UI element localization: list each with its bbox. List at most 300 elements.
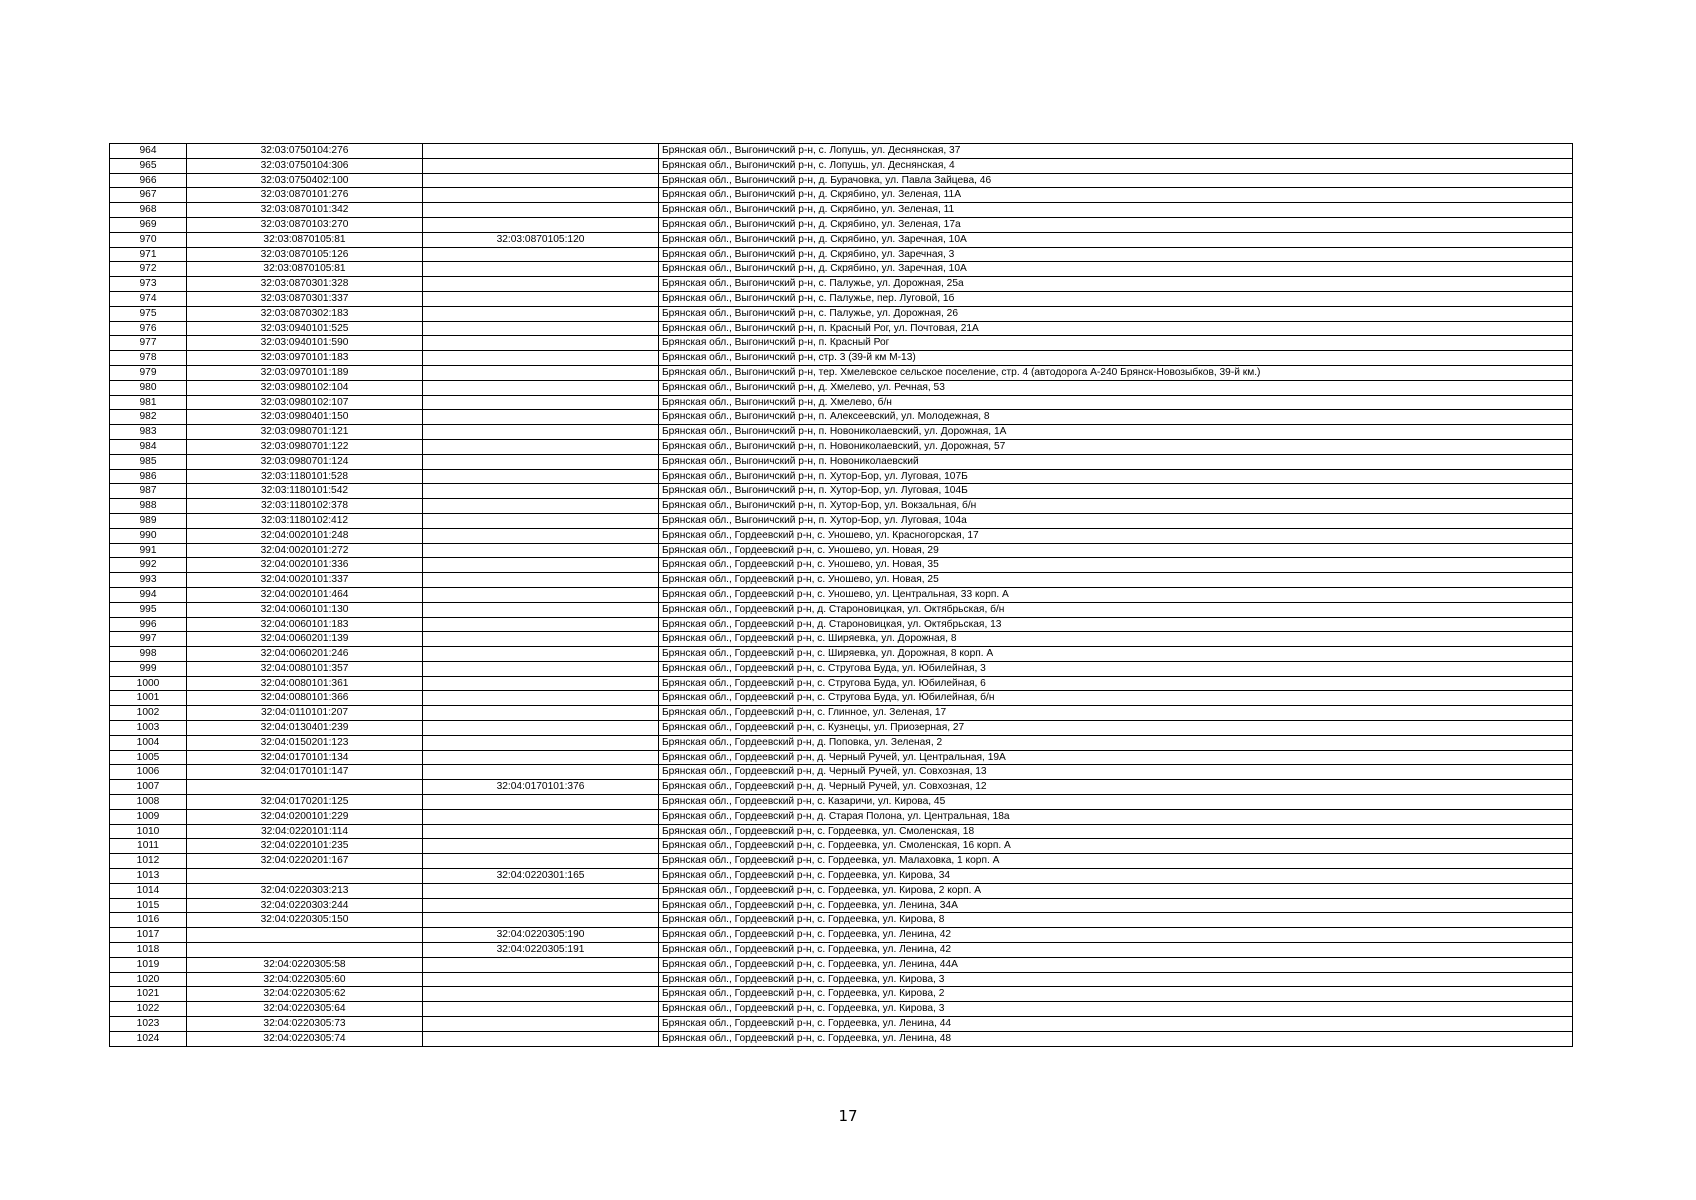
table-row xyxy=(110,217,1573,232)
cadastral-number-cell: 32:03:0870105:81 xyxy=(187,262,423,277)
cadastral-number-cell: 32:04:0220305:73 xyxy=(187,1017,423,1032)
table-row xyxy=(110,1002,1573,1017)
table-row xyxy=(110,780,1573,795)
address-cell: Брянская обл., Выгоничский р-н, п. Хутор-Бор, ул. Луговая, 104а xyxy=(659,513,1573,528)
table-row xyxy=(110,291,1573,306)
row-number-cell: 964 xyxy=(110,144,187,159)
table-row xyxy=(110,321,1573,336)
related-cadastral-number-cell xyxy=(423,144,659,159)
cadastral-number-cell: 32:04:0220303:244 xyxy=(187,898,423,913)
cadastral-number-cell: 32:04:0200101:229 xyxy=(187,809,423,824)
cadastral-number-cell: 32:04:0220101:114 xyxy=(187,824,423,839)
cadastral-number-cell: 32:04:0020101:272 xyxy=(187,543,423,558)
related-cadastral-number-cell xyxy=(423,380,659,395)
cadastral-number-cell: 32:03:0940101:525 xyxy=(187,321,423,336)
table-row xyxy=(110,351,1573,366)
table-row xyxy=(110,972,1573,987)
address-cell: Брянская обл., Гордеевский р-н, с. Стругова Буда, ул. Юбилейная, 6 xyxy=(659,676,1573,691)
cadastral-number-cell: 32:04:0220305:60 xyxy=(187,972,423,987)
related-cadastral-number-cell: 32:04:0220305:190 xyxy=(423,928,659,943)
cadastral-number-cell: 32:03:0870103:270 xyxy=(187,217,423,232)
address-cell: Брянская обл., Гордеевский р-н, д. Староновицкая, ул. Октябрьская, 13 xyxy=(659,617,1573,632)
related-cadastral-number-cell xyxy=(423,217,659,232)
row-number-cell: 988 xyxy=(110,499,187,514)
address-cell: Брянская обл., Гордеевский р-н, с. Гордеевка, ул. Ленина, 44 xyxy=(659,1017,1573,1032)
table-row xyxy=(110,528,1573,543)
cadastral-number-cell: 32:04:0060101:183 xyxy=(187,617,423,632)
cadastral-number-cell: 32:04:0220305:58 xyxy=(187,957,423,972)
address-cell: Брянская обл., Гордеевский р-н, д. Черный Ручей, ул. Совхозная, 12 xyxy=(659,780,1573,795)
cadastral-number-cell: 32:03:0870105:126 xyxy=(187,247,423,262)
row-number-cell: 997 xyxy=(110,632,187,647)
address-cell: Брянская обл., Выгоничский р-н, д. Хмелево, ул. Речная, 53 xyxy=(659,380,1573,395)
address-cell: Брянская обл., Выгоничский р-н, д. Хмелево, б/н xyxy=(659,395,1573,410)
table-row xyxy=(110,173,1573,188)
row-number-cell: 1024 xyxy=(110,1031,187,1046)
cadastral-number-cell: 32:03:0870101:342 xyxy=(187,203,423,218)
address-cell: Брянская обл., Гордеевский р-н, с. Гордеевка, ул. Ленина, 34А xyxy=(659,898,1573,913)
address-cell: Брянская обл., Гордеевский р-н, с. Гордеевка, ул. Кирова, 3 xyxy=(659,1002,1573,1017)
row-number-cell: 1009 xyxy=(110,809,187,824)
related-cadastral-number-cell xyxy=(423,425,659,440)
cadastral-number-cell: 32:03:0870302:183 xyxy=(187,306,423,321)
row-number-cell: 994 xyxy=(110,587,187,602)
cadastral-number-cell: 32:04:0080101:366 xyxy=(187,691,423,706)
table-row xyxy=(110,661,1573,676)
cadastral-number-cell: 32:03:1180101:542 xyxy=(187,484,423,499)
address-cell: Брянская обл., Выгоничский р-н, д. Скрябино, ул. Заречная, 10А xyxy=(659,232,1573,247)
related-cadastral-number-cell xyxy=(423,735,659,750)
row-number-cell: 1020 xyxy=(110,972,187,987)
row-number-cell: 1015 xyxy=(110,898,187,913)
related-cadastral-number-cell xyxy=(423,765,659,780)
row-number-cell: 1014 xyxy=(110,883,187,898)
address-cell: Брянская обл., Выгоничский р-н, п. Новониколаевский xyxy=(659,454,1573,469)
table-row xyxy=(110,647,1573,662)
related-cadastral-number-cell xyxy=(423,306,659,321)
cadastral-number-cell: 32:04:0080101:357 xyxy=(187,661,423,676)
related-cadastral-number-cell xyxy=(423,439,659,454)
table-row xyxy=(110,587,1573,602)
row-number-cell: 1002 xyxy=(110,706,187,721)
related-cadastral-number-cell xyxy=(423,839,659,854)
cadastral-number-cell: 32:04:0020101:337 xyxy=(187,573,423,588)
row-number-cell: 991 xyxy=(110,543,187,558)
address-cell: Брянская обл., Гордеевский р-н, с. Ширяевка, ул. Дорожная, 8 корп. А xyxy=(659,647,1573,662)
related-cadastral-number-cell xyxy=(423,617,659,632)
cadastral-number-cell: 32:04:0220305:64 xyxy=(187,1002,423,1017)
related-cadastral-number-cell xyxy=(423,721,659,736)
related-cadastral-number-cell xyxy=(423,351,659,366)
related-cadastral-number-cell: 32:03:0870105:120 xyxy=(423,232,659,247)
related-cadastral-number-cell xyxy=(423,987,659,1002)
address-cell: Брянская обл., Гордеевский р-н, с. Уношево, ул. Центральная, 33 корп. А xyxy=(659,587,1573,602)
related-cadastral-number-cell xyxy=(423,291,659,306)
row-number-cell: 996 xyxy=(110,617,187,632)
related-cadastral-number-cell xyxy=(423,188,659,203)
table-row xyxy=(110,380,1573,395)
row-number-cell: 1013 xyxy=(110,869,187,884)
cadastral-number-cell: 32:04:0110101:207 xyxy=(187,706,423,721)
address-cell: Брянская обл., Выгоничский р-н, с. Лопушь, ул. Деснянская, 37 xyxy=(659,144,1573,159)
cadastral-number-cell: 32:04:0020101:248 xyxy=(187,528,423,543)
table-row xyxy=(110,277,1573,292)
property-table xyxy=(109,143,1573,1047)
related-cadastral-number-cell xyxy=(423,647,659,662)
row-number-cell: 979 xyxy=(110,365,187,380)
row-number-cell: 975 xyxy=(110,306,187,321)
related-cadastral-number-cell xyxy=(423,262,659,277)
row-number-cell: 1011 xyxy=(110,839,187,854)
table-row xyxy=(110,854,1573,869)
address-cell: Брянская обл., Выгоничский р-н, д. Скрябино, ул. Зеленая, 11 xyxy=(659,203,1573,218)
table-row xyxy=(110,898,1573,913)
table-row xyxy=(110,395,1573,410)
table-row xyxy=(110,632,1573,647)
related-cadastral-number-cell xyxy=(423,528,659,543)
table-row xyxy=(110,883,1573,898)
related-cadastral-number-cell xyxy=(423,336,659,351)
address-cell: Брянская обл., Гордеевский р-н, с. Уношево, ул. Новая, 35 xyxy=(659,558,1573,573)
related-cadastral-number-cell xyxy=(423,277,659,292)
cadastral-number-cell: 32:03:0970101:183 xyxy=(187,351,423,366)
address-cell: Брянская обл., Гордеевский р-н, с. Гордеевка, ул. Кирова, 8 xyxy=(659,913,1573,928)
table-row xyxy=(110,513,1573,528)
row-number-cell: 976 xyxy=(110,321,187,336)
table-row xyxy=(110,691,1573,706)
table-row xyxy=(110,617,1573,632)
cadastral-number-cell: 32:03:0980102:107 xyxy=(187,395,423,410)
related-cadastral-number-cell xyxy=(423,913,659,928)
cadastral-number-cell: 32:04:0220305:74 xyxy=(187,1031,423,1046)
related-cadastral-number-cell xyxy=(423,469,659,484)
table-row xyxy=(110,824,1573,839)
row-number-cell: 1012 xyxy=(110,854,187,869)
table-row xyxy=(110,928,1573,943)
address-cell: Брянская обл., Выгоничский р-н, д. Скрябино, ул. Зеленая, 11А xyxy=(659,188,1573,203)
row-number-cell: 967 xyxy=(110,188,187,203)
row-number-cell: 985 xyxy=(110,454,187,469)
cadastral-number-cell: 32:03:1180102:412 xyxy=(187,513,423,528)
cadastral-number-cell: 32:04:0060201:246 xyxy=(187,647,423,662)
address-cell: Брянская обл., Гордеевский р-н, д. Поповка, ул. Зеленая, 2 xyxy=(659,735,1573,750)
table-row xyxy=(110,247,1573,262)
row-number-cell: 974 xyxy=(110,291,187,306)
row-number-cell: 972 xyxy=(110,262,187,277)
related-cadastral-number-cell xyxy=(423,410,659,425)
row-number-cell: 969 xyxy=(110,217,187,232)
cadastral-number-cell: 32:04:0170201:125 xyxy=(187,795,423,810)
address-cell: Брянская обл., Выгоничский р-н, п. Красный Рог xyxy=(659,336,1573,351)
related-cadastral-number-cell xyxy=(423,573,659,588)
related-cadastral-number-cell xyxy=(423,854,659,869)
address-cell: Брянская обл., Гордеевский р-н, с. Гордеевка, ул. Малаховка, 1 корп. А xyxy=(659,854,1573,869)
address-cell: Брянская обл., Выгоничский р-н, д. Бурачовка, ул. Павла Зайцева, 46 xyxy=(659,173,1573,188)
cadastral-number-cell: 32:03:0980701:121 xyxy=(187,425,423,440)
row-number-cell: 984 xyxy=(110,439,187,454)
address-cell: Брянская обл., Гордеевский р-н, с. Уношево, ул. Красногорская, 17 xyxy=(659,528,1573,543)
table-row xyxy=(110,839,1573,854)
row-number-cell: 1019 xyxy=(110,957,187,972)
row-number-cell: 1010 xyxy=(110,824,187,839)
table-row xyxy=(110,721,1573,736)
cadastral-number-cell: 32:03:0750104:276 xyxy=(187,144,423,159)
related-cadastral-number-cell xyxy=(423,484,659,499)
row-number-cell: 1018 xyxy=(110,943,187,958)
address-cell: Брянская обл., Гордеевский р-н, с. Гордеевка, ул. Кирова, 2 корп. А xyxy=(659,883,1573,898)
table-row xyxy=(110,987,1573,1002)
row-number-cell: 981 xyxy=(110,395,187,410)
table-row xyxy=(110,158,1573,173)
row-number-cell: 983 xyxy=(110,425,187,440)
table-row xyxy=(110,943,1573,958)
row-number-cell: 990 xyxy=(110,528,187,543)
table-row xyxy=(110,913,1573,928)
row-number-cell: 1021 xyxy=(110,987,187,1002)
cadastral-number-cell: 32:03:0940101:590 xyxy=(187,336,423,351)
related-cadastral-number-cell xyxy=(423,883,659,898)
cadastral-number-cell: 32:03:0750402:100 xyxy=(187,173,423,188)
address-cell: Брянская обл., Гордеевский р-н, с. Гордеевка, ул. Кирова, 34 xyxy=(659,869,1573,884)
related-cadastral-number-cell xyxy=(423,602,659,617)
related-cadastral-number-cell xyxy=(423,676,659,691)
table-row xyxy=(110,795,1573,810)
table-row xyxy=(110,602,1573,617)
table-row xyxy=(110,469,1573,484)
cadastral-number-cell: 32:03:1180102:378 xyxy=(187,499,423,514)
cadastral-number-cell: 32:03:0980701:124 xyxy=(187,454,423,469)
row-number-cell: 1007 xyxy=(110,780,187,795)
table-row xyxy=(110,735,1573,750)
row-number-cell: 966 xyxy=(110,173,187,188)
related-cadastral-number-cell xyxy=(423,972,659,987)
address-cell: Брянская обл., Выгоничский р-н, д. Скрябино, ул. Заречная, 3 xyxy=(659,247,1573,262)
row-number-cell: 989 xyxy=(110,513,187,528)
related-cadastral-number-cell: 32:04:0220305:191 xyxy=(423,943,659,958)
table-body xyxy=(110,144,1573,1047)
related-cadastral-number-cell xyxy=(423,587,659,602)
cadastral-number-cell: 32:04:0220305:62 xyxy=(187,987,423,1002)
cadastral-number-cell: 32:04:0060101:130 xyxy=(187,602,423,617)
cadastral-number-cell: 32:04:0150201:123 xyxy=(187,735,423,750)
table-row xyxy=(110,499,1573,514)
row-number-cell: 993 xyxy=(110,573,187,588)
address-cell: Брянская обл., Гордеевский р-н, с. Гордеевка, ул. Ленина, 42 xyxy=(659,943,1573,958)
address-cell: Брянская обл., Выгоничский р-н, п. Новониколаевский, ул. Дорожная, 57 xyxy=(659,439,1573,454)
address-cell: Брянская обл., Выгоничский р-н, п. Хутор-Бор, ул. Луговая, 107Б xyxy=(659,469,1573,484)
cadastral-number-cell xyxy=(187,928,423,943)
cadastral-number-cell xyxy=(187,869,423,884)
cadastral-number-cell: 32:03:0970101:189 xyxy=(187,365,423,380)
table-row xyxy=(110,957,1573,972)
cadastral-number-cell: 32:03:0870301:328 xyxy=(187,277,423,292)
table-row xyxy=(110,765,1573,780)
table-row xyxy=(110,573,1573,588)
row-number-cell: 1003 xyxy=(110,721,187,736)
related-cadastral-number-cell xyxy=(423,750,659,765)
table-row xyxy=(110,484,1573,499)
table-row xyxy=(110,425,1573,440)
cadastral-number-cell: 32:04:0220305:150 xyxy=(187,913,423,928)
address-cell: Брянская обл., Гордеевский р-н, с. Гордеевка, ул. Кирова, 2 xyxy=(659,987,1573,1002)
related-cadastral-number-cell xyxy=(423,499,659,514)
cadastral-number-cell: 32:04:0170101:147 xyxy=(187,765,423,780)
address-cell: Брянская обл., Выгоничский р-н, с. Лопушь, ул. Деснянская, 4 xyxy=(659,158,1573,173)
row-number-cell: 1022 xyxy=(110,1002,187,1017)
table-row xyxy=(110,232,1573,247)
row-number-cell: 1005 xyxy=(110,750,187,765)
row-number-cell: 1008 xyxy=(110,795,187,810)
address-cell: Брянская обл., Выгоничский р-н, тер. Хмелевское сельское поселение, стр. 4 (автодорога А-240 Брянск-Новозыбков, 39-й км.) xyxy=(659,365,1573,380)
row-number-cell: 1004 xyxy=(110,735,187,750)
row-number-cell: 973 xyxy=(110,277,187,292)
address-cell: Брянская обл., Гордеевский р-н, с. Казаричи, ул. Кирова, 45 xyxy=(659,795,1573,810)
table-row xyxy=(110,203,1573,218)
related-cadastral-number-cell xyxy=(423,513,659,528)
address-cell: Брянская обл., Гордеевский р-н, с. Ширяевка, ул. Дорожная, 8 xyxy=(659,632,1573,647)
related-cadastral-number-cell xyxy=(423,1031,659,1046)
table-row xyxy=(110,869,1573,884)
address-cell: Брянская обл., Гордеевский р-н, д. Черный Ручей, ул. Совхозная, 13 xyxy=(659,765,1573,780)
related-cadastral-number-cell xyxy=(423,543,659,558)
address-cell: Брянская обл., Гордеевский р-н, д. Староновицкая, ул. Октябрьская, б/н xyxy=(659,602,1573,617)
table-row xyxy=(110,454,1573,469)
related-cadastral-number-cell xyxy=(423,247,659,262)
address-cell: Брянская обл., Выгоничский р-н, д. Скрябино, ул. Заречная, 10А xyxy=(659,262,1573,277)
address-cell: Брянская обл., Выгоничский р-н, стр. 3 (39-й км М-13) xyxy=(659,351,1573,366)
related-cadastral-number-cell xyxy=(423,898,659,913)
row-number-cell: 1001 xyxy=(110,691,187,706)
table-row xyxy=(110,1017,1573,1032)
address-cell: Брянская обл., Выгоничский р-н, с. Палужье, ул. Дорожная, 26 xyxy=(659,306,1573,321)
row-number-cell: 980 xyxy=(110,380,187,395)
related-cadastral-number-cell xyxy=(423,632,659,647)
address-cell: Брянская обл., Гордеевский р-н, д. Старая Полона, ул. Центральная, 18а xyxy=(659,809,1573,824)
address-cell: Брянская обл., Гордеевский р-н, с. Уношево, ул. Новая, 25 xyxy=(659,573,1573,588)
table-row xyxy=(110,676,1573,691)
cadastral-number-cell: 32:03:0980401:150 xyxy=(187,410,423,425)
table-row xyxy=(110,809,1573,824)
address-cell: Брянская обл., Гордеевский р-н, с. Кузнецы, ул. Приозерная, 27 xyxy=(659,721,1573,736)
address-cell: Брянская обл., Выгоничский р-н, п. Хутор-Бор, ул. Луговая, 104Б xyxy=(659,484,1573,499)
cadastral-number-cell xyxy=(187,780,423,795)
cadastral-number-cell: 32:04:0020101:336 xyxy=(187,558,423,573)
cadastral-number-cell: 32:03:0750104:306 xyxy=(187,158,423,173)
related-cadastral-number-cell xyxy=(423,661,659,676)
row-number-cell: 965 xyxy=(110,158,187,173)
related-cadastral-number-cell xyxy=(423,809,659,824)
table-row xyxy=(110,439,1573,454)
related-cadastral-number-cell xyxy=(423,158,659,173)
address-cell: Брянская обл., Гордеевский р-н, с. Глинное, ул. Зеленая, 17 xyxy=(659,706,1573,721)
row-number-cell: 987 xyxy=(110,484,187,499)
row-number-cell: 968 xyxy=(110,203,187,218)
table-row xyxy=(110,706,1573,721)
related-cadastral-number-cell xyxy=(423,173,659,188)
row-number-cell: 977 xyxy=(110,336,187,351)
address-cell: Брянская обл., Выгоничский р-н, п. Алексеевский, ул. Молодежная, 8 xyxy=(659,410,1573,425)
cadastral-number-cell: 32:04:0020101:464 xyxy=(187,587,423,602)
table-row xyxy=(110,262,1573,277)
address-cell: Брянская обл., Гордеевский р-н, с. Стругова Буда, ул. Юбилейная, 3 xyxy=(659,661,1573,676)
related-cadastral-number-cell xyxy=(423,454,659,469)
address-cell: Брянская обл., Гордеевский р-н, с. Гордеевка, ул. Ленина, 42 xyxy=(659,928,1573,943)
related-cadastral-number-cell xyxy=(423,957,659,972)
table-row xyxy=(110,543,1573,558)
address-cell: Брянская обл., Выгоничский р-н, д. Скрябино, ул. Зеленая, 17а xyxy=(659,217,1573,232)
cadastral-number-cell: 32:03:1180101:528 xyxy=(187,469,423,484)
row-number-cell: 995 xyxy=(110,602,187,617)
row-number-cell: 992 xyxy=(110,558,187,573)
address-cell: Брянская обл., Гордеевский р-н, с. Стругова Буда, ул. Юбилейная, б/н xyxy=(659,691,1573,706)
related-cadastral-number-cell xyxy=(423,1002,659,1017)
row-number-cell: 971 xyxy=(110,247,187,262)
cadastral-number-cell: 32:03:0870301:337 xyxy=(187,291,423,306)
cadastral-number-cell: 32:04:0220303:213 xyxy=(187,883,423,898)
related-cadastral-number-cell: 32:04:0170101:376 xyxy=(423,780,659,795)
address-cell: Брянская обл., Гордеевский р-н, с. Гордеевка, ул. Ленина, 48 xyxy=(659,1031,1573,1046)
table-row xyxy=(110,410,1573,425)
table-row xyxy=(110,558,1573,573)
cadastral-number-cell: 32:03:0980701:122 xyxy=(187,439,423,454)
address-cell: Брянская обл., Выгоничский р-н, с. Палужье, ул. Дорожная, 25а xyxy=(659,277,1573,292)
address-cell: Брянская обл., Гордеевский р-н, с. Гордеевка, ул. Смоленская, 16 корп. А xyxy=(659,839,1573,854)
related-cadastral-number-cell xyxy=(423,1017,659,1032)
related-cadastral-number-cell xyxy=(423,706,659,721)
address-cell: Брянская обл., Гордеевский р-н, д. Черный Ручей, ул. Центральная, 19А xyxy=(659,750,1573,765)
address-cell: Брянская обл., Гордеевский р-н, с. Уношево, ул. Новая, 29 xyxy=(659,543,1573,558)
row-number-cell: 1000 xyxy=(110,676,187,691)
address-cell: Брянская обл., Гордеевский р-н, с. Гордеевка, ул. Кирова, 3 xyxy=(659,972,1573,987)
cadastral-number-cell: 32:04:0220201:167 xyxy=(187,854,423,869)
cadastral-number-cell: 32:03:0870101:276 xyxy=(187,188,423,203)
cadastral-number-cell: 32:04:0220101:235 xyxy=(187,839,423,854)
table-row xyxy=(110,144,1573,159)
row-number-cell: 982 xyxy=(110,410,187,425)
address-cell: Брянская обл., Выгоничский р-н, с. Палужье, пер. Луговой, 1б xyxy=(659,291,1573,306)
cadastral-number-cell: 32:04:0130401:239 xyxy=(187,721,423,736)
cadastral-number-cell: 32:03:0980102:104 xyxy=(187,380,423,395)
cadastral-number-cell: 32:04:0080101:361 xyxy=(187,676,423,691)
page-number: 17 xyxy=(838,1107,858,1125)
cadastral-number-cell: 32:03:0870105:81 xyxy=(187,232,423,247)
related-cadastral-number-cell xyxy=(423,824,659,839)
address-cell: Брянская обл., Выгоничский р-н, п. Новониколаевский, ул. Дорожная, 1А xyxy=(659,425,1573,440)
related-cadastral-number-cell xyxy=(423,365,659,380)
row-number-cell: 999 xyxy=(110,661,187,676)
row-number-cell: 986 xyxy=(110,469,187,484)
address-cell: Брянская обл., Выгоничский р-н, п. Красный Рог, ул. Почтовая, 21А xyxy=(659,321,1573,336)
related-cadastral-number-cell: 32:04:0220301:165 xyxy=(423,869,659,884)
address-cell: Брянская обл., Гордеевский р-н, с. Гордеевка, ул. Смоленская, 18 xyxy=(659,824,1573,839)
row-number-cell: 1023 xyxy=(110,1017,187,1032)
row-number-cell: 970 xyxy=(110,232,187,247)
table-row xyxy=(110,188,1573,203)
table-row xyxy=(110,306,1573,321)
row-number-cell: 998 xyxy=(110,647,187,662)
related-cadastral-number-cell xyxy=(423,795,659,810)
cadastral-number-cell: 32:04:0060201:139 xyxy=(187,632,423,647)
related-cadastral-number-cell xyxy=(423,558,659,573)
address-cell: Брянская обл., Гордеевский р-н, с. Гордеевка, ул. Ленина, 44А xyxy=(659,957,1573,972)
related-cadastral-number-cell xyxy=(423,691,659,706)
table-row xyxy=(110,1031,1573,1046)
row-number-cell: 1017 xyxy=(110,928,187,943)
address-cell: Брянская обл., Выгоничский р-н, п. Хутор-Бор, ул. Вокзальная, б/н xyxy=(659,499,1573,514)
row-number-cell: 1016 xyxy=(110,913,187,928)
row-number-cell: 1006 xyxy=(110,765,187,780)
related-cadastral-number-cell xyxy=(423,395,659,410)
